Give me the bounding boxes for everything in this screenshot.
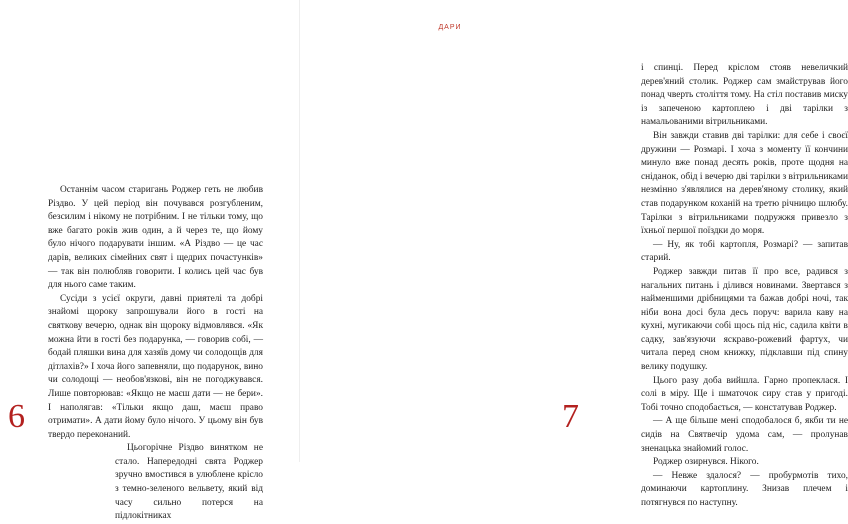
page-number: 6 — [8, 398, 25, 435]
paragraph: Сусіди з усієї округи, давні приятелі та добрі знайомі щороку запрошували його в гості на святкову вечерю, однак він щороку відмовлявся. «Як можна йти в гості без подарунка, — говорив собі, — бодай пляшки вина для хазяїв дому чи солодощів для дітлахів?» І хоча його запевняли, що подарунок, вино чи солодощі — необов'язкові, він не погоджувався. Лише повторював: «Якщо не маєш дати — не бери». І наполягав: «Тільки якщо даш, маєш право отримати». А дати йому було нічого. У цьому він був твердо переконаний. — [48, 293, 263, 440]
right-page — [300, 0, 848, 508]
paragraph: Роджер озирнувся. Нікого. — [653, 457, 759, 468]
running-head: ДАРИ — [438, 24, 462, 31]
paragraph: Цього разу доба вийшла. Гарно пропеклася. І солі в міру. Ще і шматочок сиру став у пригоді. Тобі точно сподобається, — констатував Роджер. — [641, 375, 848, 413]
page-number: 7 — [562, 398, 579, 435]
paragraph: — А ще більше мені сподобалося б, якби ти не сидів на Святвечір удома сам, — пролунав зненацька знайомий голос. — [641, 416, 848, 454]
left-page — [0, 0, 300, 522]
paragraph: — Невже здалося? — пробурмотів тихо, доминаючи картоплину. Знизав плечем і потягнувся по наступну. — [641, 470, 848, 508]
left-page-text — [48, 184, 263, 524]
paragraph: Роджер завжди питав її про все, радився з нагальних питань і ділився новинами. Звертався з найменшими дрібницями та бажав добрі ночі, так ніби вона досі була десь поруч: варила каву на кухні, мугикаючи собі щось під ніс, садила квіти в садку, зав'язуючи яскраво-рожевий фартух, чи читала перед сном книжку, підклавши під спину велику подушку. — [641, 266, 848, 373]
paragraph: Він завжди ставив дві тарілки: для себе і своєї дружини — Розмарі. І хоча з моменту її кончини минуло вже понад десять років, проте щодня на сніданок, обід і вечерю дві тарілки з вітрильниками незмінно з'являлися на дерев'яному столику, який став подарунком коханій на третю річницю шлюбу. Тарілки з вітрильниками подружжя привезло з їхньої першої поїздки до моря. — [641, 130, 848, 237]
right-page-text — [641, 62, 848, 511]
paragraph: Цьогорічне Різдво винятком не стало. Напередодні свята Роджер зручно вмостився в улюблене крісло з темно-зеленого вельвету, який від часу сильно потерся на підлокітниках — [115, 443, 263, 522]
paragraph: Останнім часом старигань Роджер геть не любив Різдво. У цей період він почувався розгубленим, безсилим і нікому не потрібним. І не тільки тому, що вже багато років жив один, а й через те, що йому було нічого подарувати іншим. «А Різдво — це час дарів, великих сімейних свят і щедрих почастунків» — так він полюбляв говорити. І колись цей час був для нього саме таким. — [48, 185, 263, 291]
paragraph: і спинці. Перед кріслом стояв невеличкий дерев'яний столик. Роджер сам змайстрував його понад чверть століття тому. На стіл поставив миску із запеченою картоплею і дві тарілки з намальованими вітрильниками. — [641, 63, 848, 128]
paragraph: — Ну, як тобі картопля, Розмарі? — запитав старий. — [641, 239, 848, 264]
